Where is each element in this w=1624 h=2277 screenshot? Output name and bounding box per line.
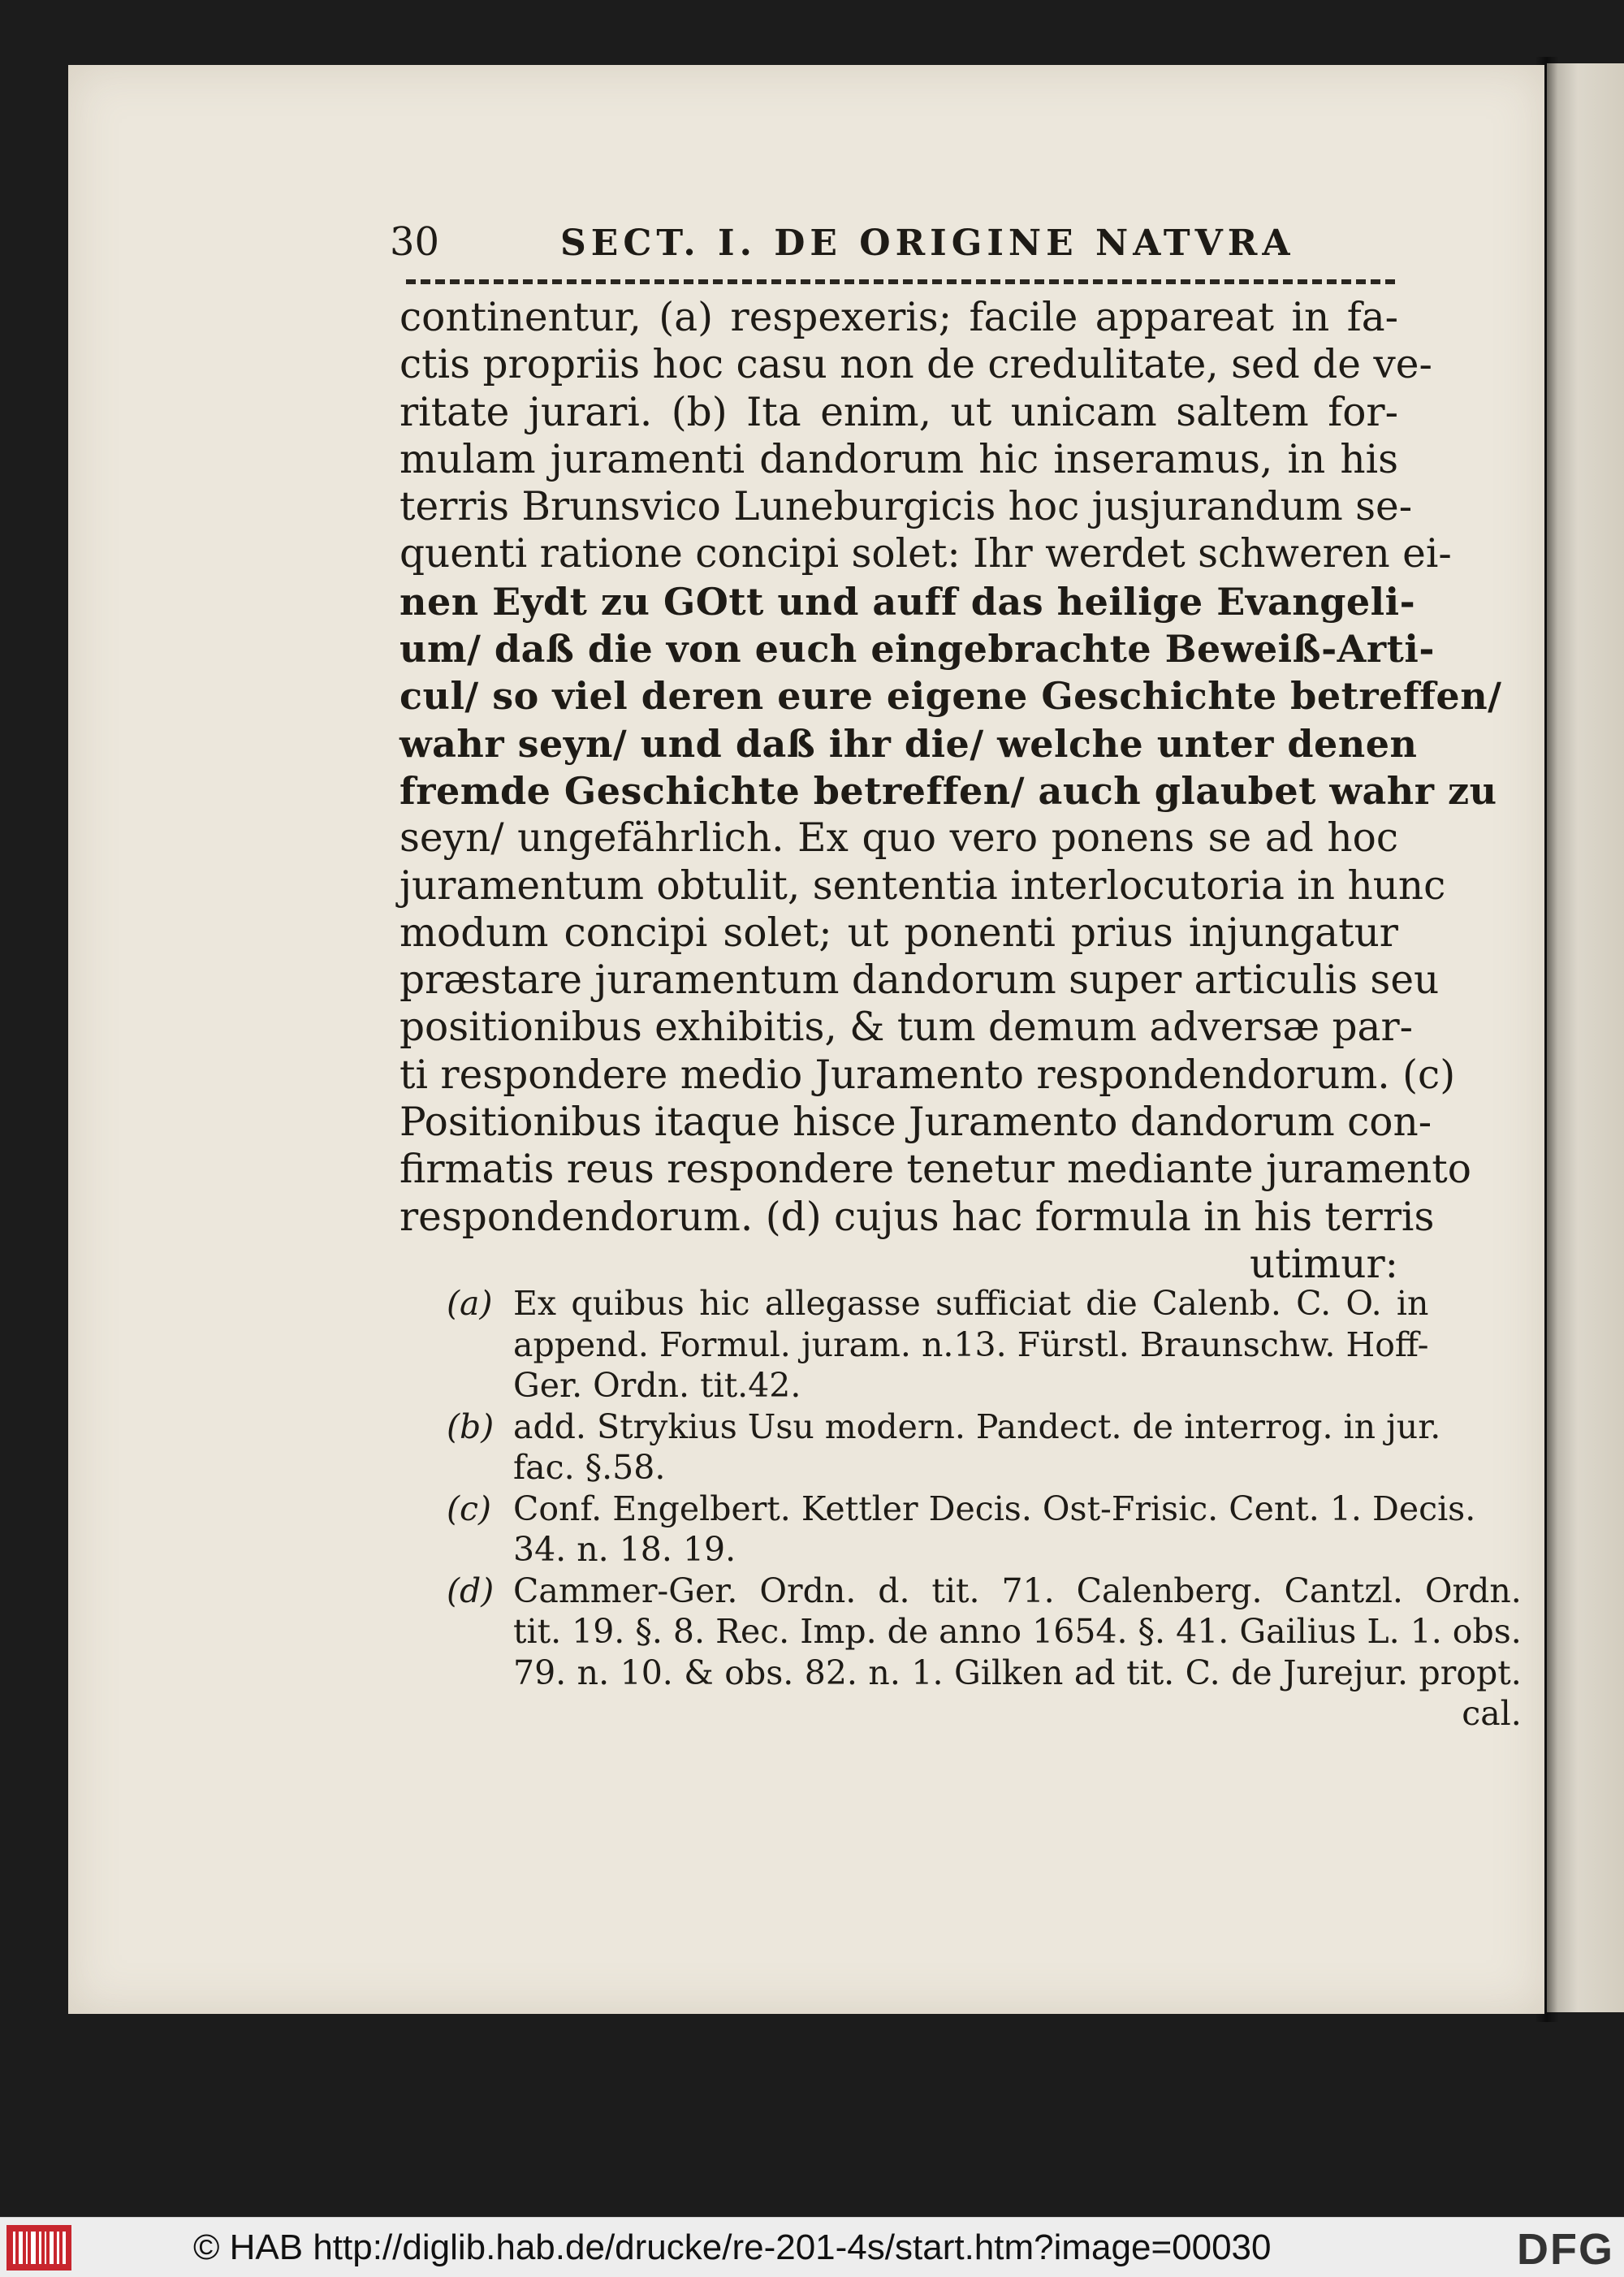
- footnote-line: fac. §.58.: [513, 1448, 666, 1487]
- footnote-a: [447, 1283, 1429, 1406]
- footnote-marker: (b): [447, 1406, 495, 1446]
- body-line: Positionibus itaque hisce Juramento dandorum con-: [400, 1100, 1432, 1146]
- body-line: firmatis reus respondere tenetur mediante juramento: [400, 1147, 1471, 1193]
- footnote-line: Ger. Ordn. tit.42.: [513, 1366, 801, 1405]
- footnotes: [447, 1283, 1522, 1735]
- body-line: ctis propriis hoc casu non de credulitate, sed de ve-: [400, 342, 1432, 388]
- body-line: mulam juramenti dandorum hic inseramus, in his: [400, 436, 1398, 482]
- footnote-line: Cammer-Ger. Ordn. d. tit. 71. Calenberg. Cantzl. Ordn.: [513, 1571, 1522, 1610]
- body-line-fraktur: cul/ so viel deren eure eigene Geschichte betreffen/: [400, 674, 1502, 719]
- footnote-line: append. Formul. juram. n.13. Fürstl. Braunschw. Hoff-: [513, 1324, 1429, 1364]
- body-line-fraktur: fremde Geschichte betreffen/ auch glaubet wahr zu: [400, 768, 1497, 813]
- footnote-c: [447, 1488, 1476, 1571]
- body-line: præstare juramentum dandorum super articulis seu: [400, 957, 1440, 1004]
- body-line-fraktur: um/ daß die von euch eingebrachte Beweiß-Arti-: [400, 627, 1435, 672]
- footnote-marker: (c): [447, 1488, 491, 1528]
- body-line: seyn/ ungefährlich. Ex quo vero ponens se ad hoc: [400, 815, 1398, 862]
- body-line: continentur, (a) respexeris; facile appareat in fa-: [400, 295, 1398, 340]
- header-rule: [406, 279, 1395, 284]
- header-title: SECT. I. DE ORIGINE NATVRA: [560, 223, 1295, 264]
- body-line: ritate jurari. (b) Ita enim, ut unicam saltem for-: [400, 389, 1398, 435]
- footnote-line: cal.: [1462, 1694, 1522, 1733]
- footnote-d: [447, 1571, 1522, 1735]
- body-line: terris Brunsvico Luneburgicis hoc jusjurandum se-: [400, 484, 1413, 530]
- body-line: positionibus exhibitis, & tum demum adversæ par-: [400, 1005, 1414, 1051]
- body-line: modum concipi solet; ut ponenti prius injungatur: [400, 910, 1398, 956]
- next-page-edge: [1547, 63, 1624, 2012]
- running-head: [390, 219, 1397, 265]
- body-line-fraktur: nen Eydt zu GOtt und auff das heilige Evangeli-: [400, 579, 1416, 624]
- footer-bar: [0, 2217, 1624, 2277]
- body-line-fraktur: wahr seyn/ und daß ihr die/ welche unter denen: [400, 721, 1418, 766]
- footnote-line: tit. 19. §. 8. Rec. Imp. de anno 1654. §. 41. Gailius L. 1. obs.: [513, 1612, 1522, 1651]
- footnote-line: Conf. Engelbert. Kettler Decis. Ost-Frisic. Cent. 1. Decis.: [513, 1488, 1476, 1528]
- body-line: juramentum obtulit, sententia interlocutoria in hunc: [400, 862, 1446, 909]
- copyright-link[interactable]: © HAB http://diglib.hab.de/drucke/re-201-4s/start.htm?image=00030: [193, 2227, 1272, 2267]
- body-line: respondendorum. (d) cujus hac formula in his terris: [400, 1194, 1435, 1240]
- body-line: utimur:: [1250, 1241, 1398, 1287]
- dfg-logo: DFG: [1517, 2225, 1614, 2274]
- footnote-marker: (d): [447, 1571, 495, 1610]
- footnote-line: Ex quibus hic allegasse sufficiat die Calenb. C. O. in: [513, 1284, 1429, 1323]
- body-line: ti respondere medio Juramento respondendorum. (c): [400, 1052, 1456, 1098]
- footnote-line: 79. n. 10. & obs. 82. n. 1. Gilken ad tit. C. de Jurejur. propt.: [513, 1653, 1522, 1692]
- barcode-logo-icon: [6, 2225, 71, 2271]
- footnote-line: add. Strykius Usu modern. Pandect. de interrog. in jur.: [513, 1406, 1441, 1446]
- body-text: [400, 294, 1502, 1288]
- footnote-marker: (a): [447, 1284, 493, 1323]
- page-number: 30: [390, 219, 440, 265]
- body-line: quenti ratione concipi solet: Ihr werdet schweren ei-: [400, 531, 1452, 577]
- footnote-line: 34. n. 18. 19.: [513, 1530, 736, 1569]
- footnote-b: [447, 1406, 1441, 1488]
